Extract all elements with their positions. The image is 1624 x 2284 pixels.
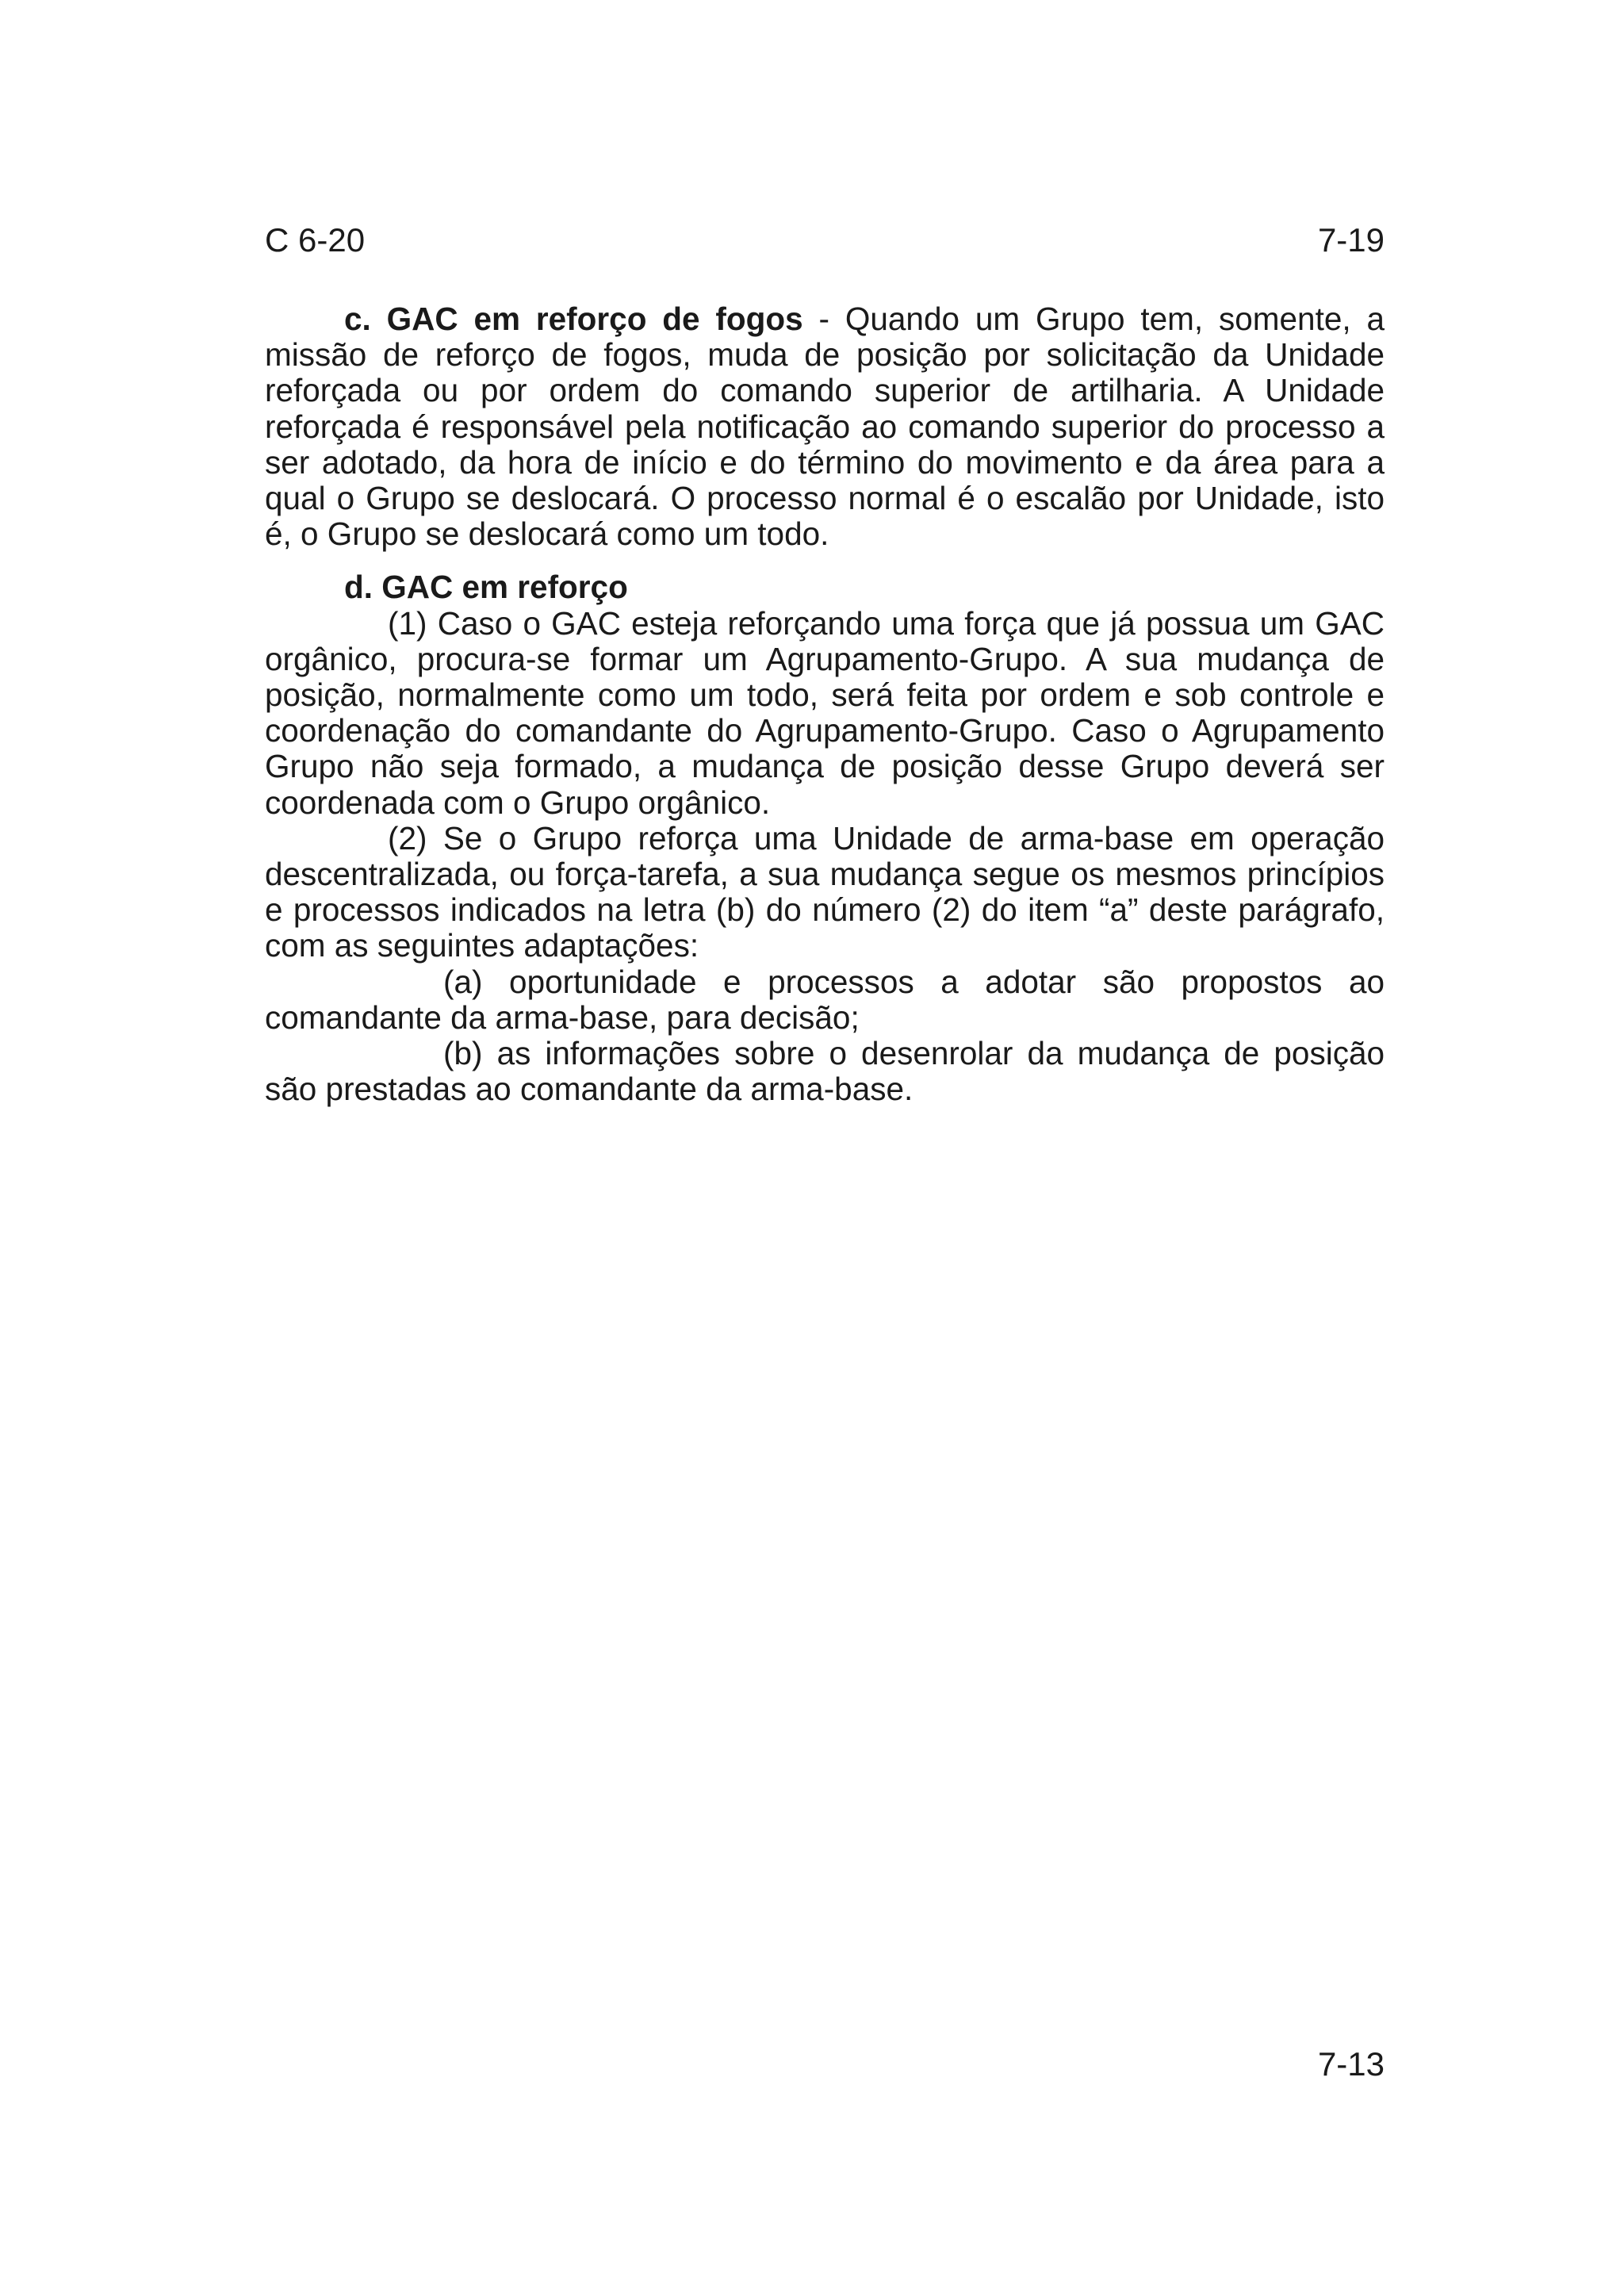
body-text	[265, 301, 1385, 1107]
page-number: 7-13	[1317, 2045, 1385, 2083]
paragraph-d-title: d. GAC em reforço	[344, 569, 628, 606]
paragraph-d-subitem-b: (b) as informações sobre o desenrolar da mudança de posição são prestadas ao comandante da arma-base.	[265, 1035, 1385, 1108]
paragraph-d-subitem-a: (a) oportunidade e processos a adotar são propostos ao comandante da arma-base, para decisão;	[265, 963, 1385, 1036]
header-section-number: 7-19	[1317, 221, 1385, 259]
paragraph-d-item-2: (2) Se o Grupo reforça uma Unidade de arma-base em operação descentralizada, ou força-tarefa, a sua mudança segue os mesmos princípios e processos indicados na letra (b) do número (2) do item “a” deste parágrafo, com as seguintes adaptações:	[265, 819, 1385, 964]
paragraph-c-text: - Quando um Grupo tem, somente, a missão de reforço de fogos, muda de posição por solicitação da Unidade reforçada ou por ordem do comando superior de artilharia. A Unidade reforçada é responsável pela notificação ao comando superior do processo a ser adotado, da hora de início e do término do movimento e da área para a qual o Grupo se deslocará. O processo normal é o escalão por Unidade, isto é, o Grupo se deslocará como um todo.	[265, 301, 1385, 553]
paragraph-c	[265, 301, 1385, 552]
header-manual-code: C 6-20	[265, 221, 366, 259]
paragraph-c-title: c. GAC em reforço de fogos	[344, 301, 803, 337]
paragraph-d-item-1: (1) Caso o GAC esteja reforçando uma força que já possua um GAC orgânico, procura-se formar um Agrupamento-Grupo. A sua mudança de posição, normalmente como um todo, será feita por ordem e sob controle e coordenação do comandante do Agrupamento-Grupo. Caso o Agrupamento Grupo não seja formado, a mudança de posição desse Grupo deverá ser coordenada com o Grupo orgânico.	[265, 604, 1385, 821]
